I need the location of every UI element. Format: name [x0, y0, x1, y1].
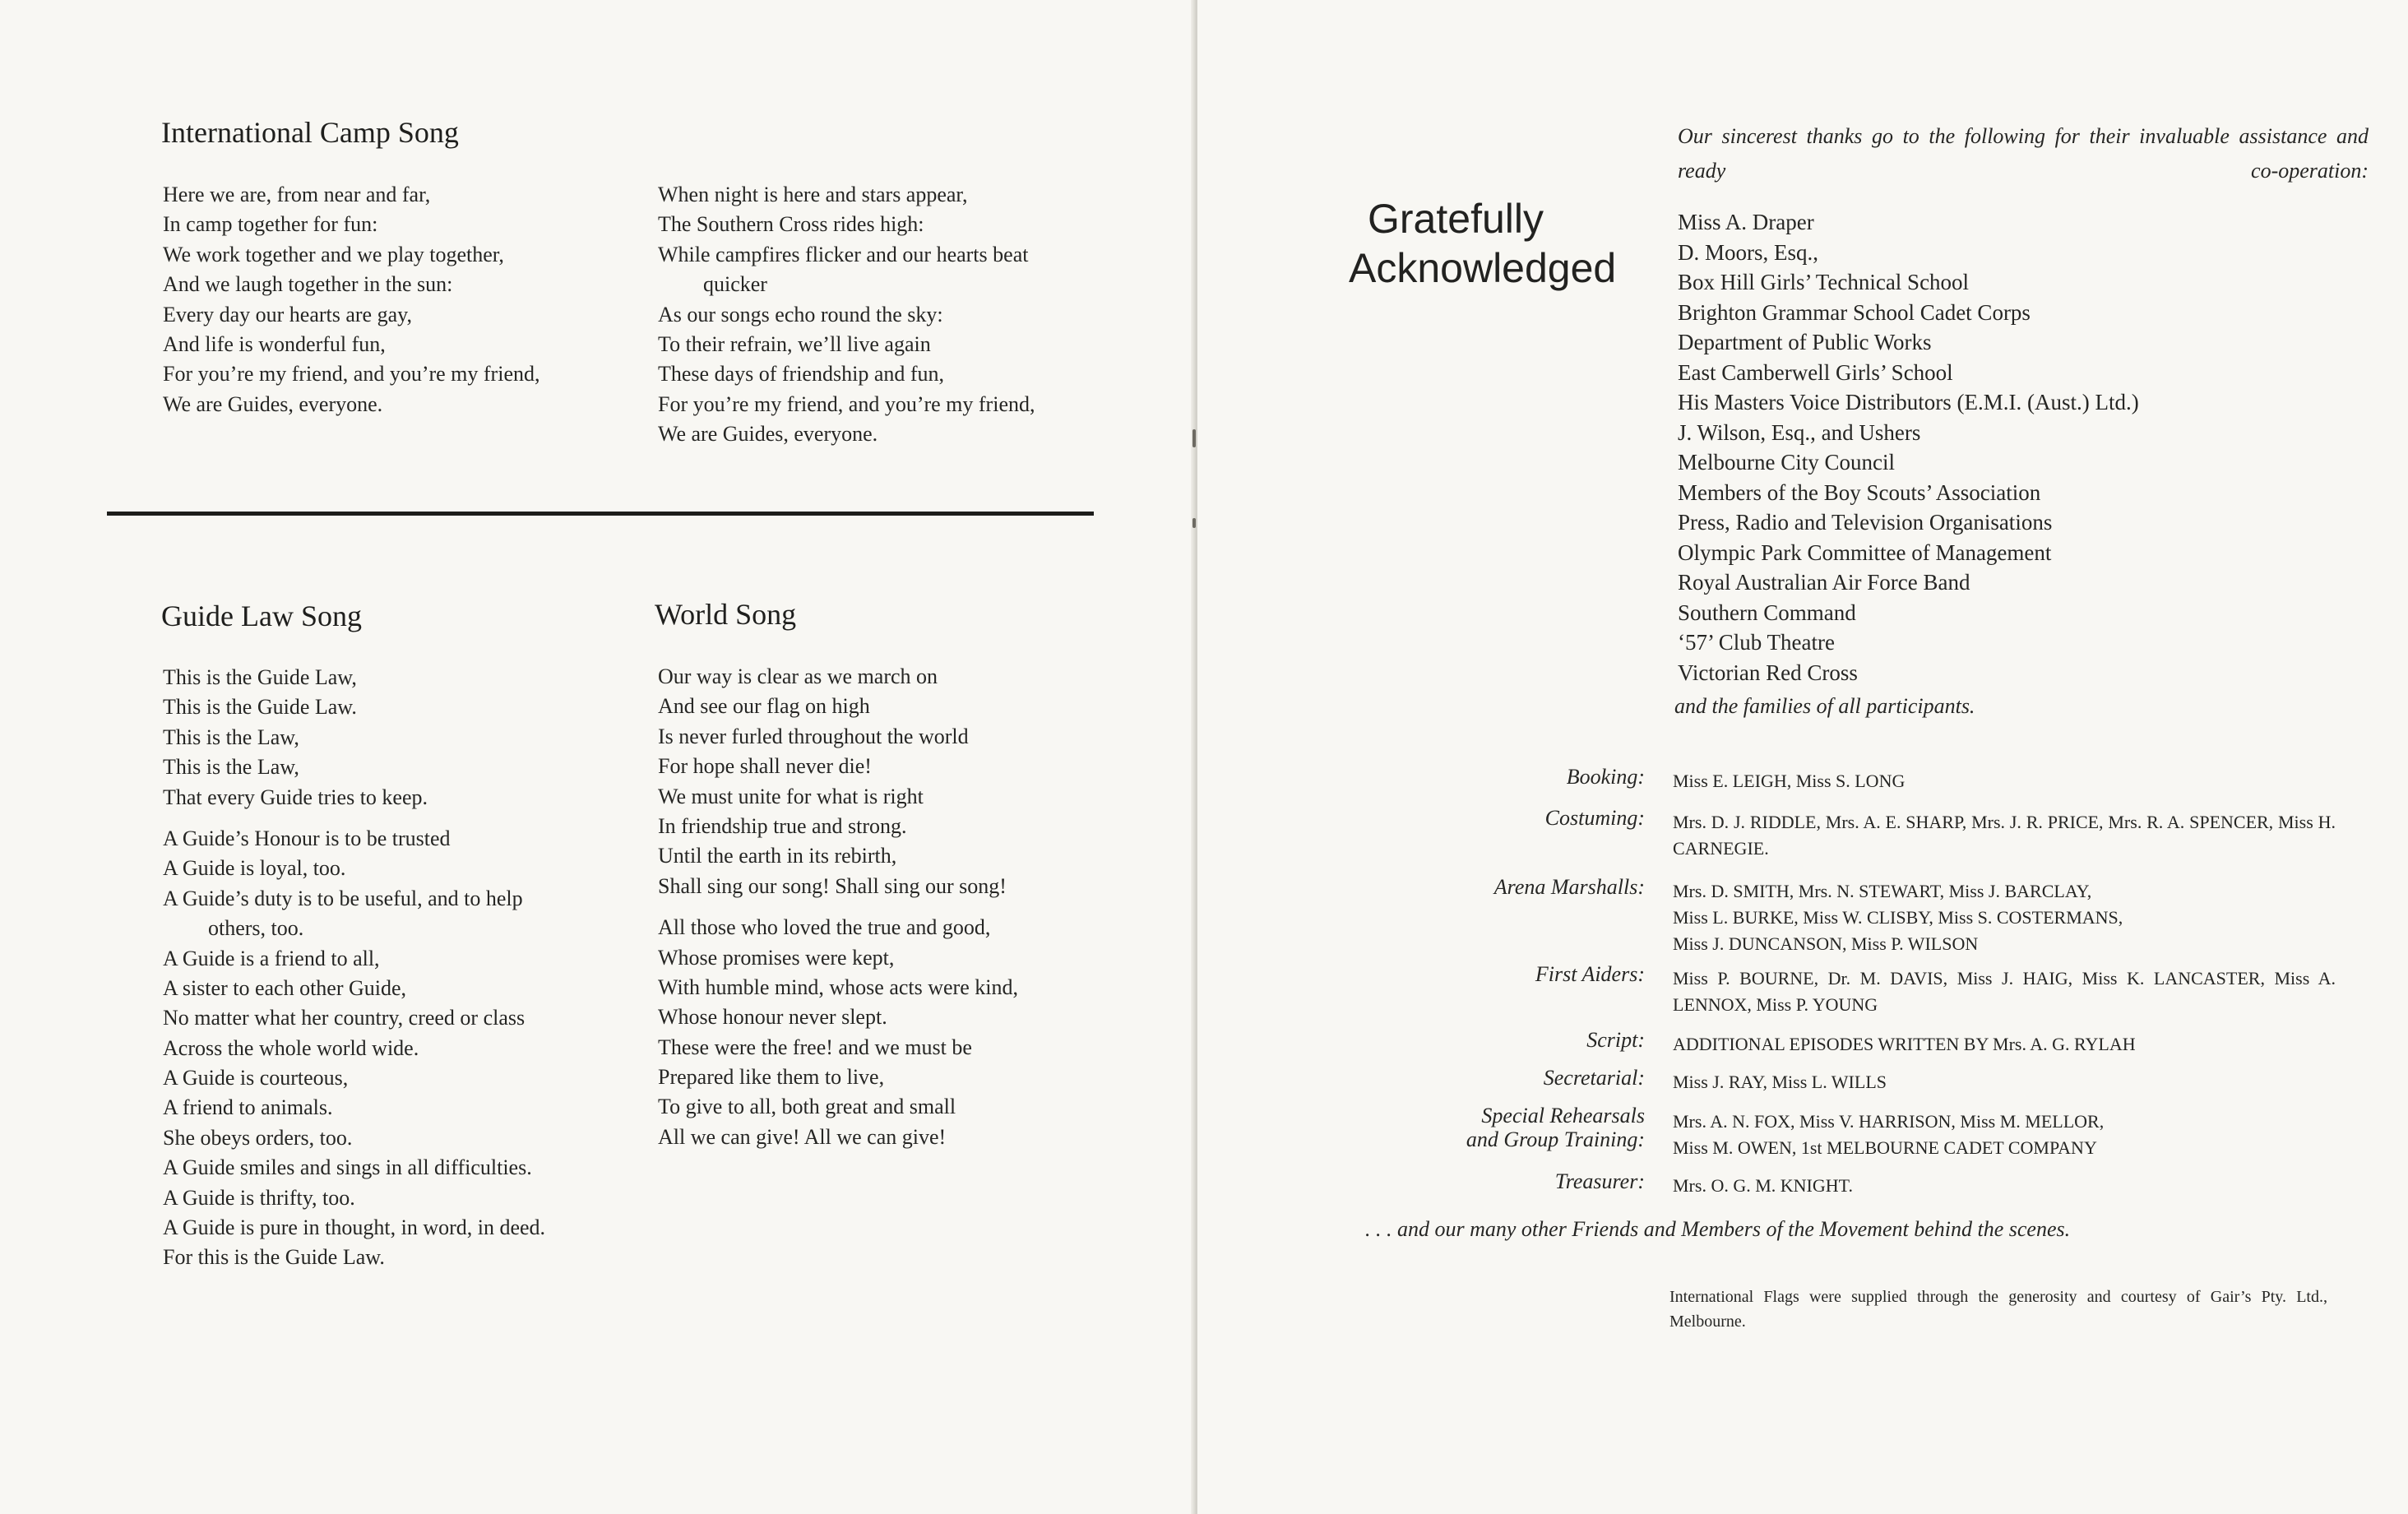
credit-names-line: Miss L. BURKE, Miss W. CLISBY, Miss S. COSTERMANS,	[1673, 907, 2123, 928]
lyric-line: For hope shall never die!	[658, 754, 872, 779]
thanks-item: Olympic Park Committee of Management	[1678, 539, 2052, 565]
thanks-item: ‘57’ Club Theatre	[1678, 630, 1835, 655]
lyric-line: A Guide is loyal, too.	[163, 856, 346, 881]
credit-role: Booking:	[1566, 765, 1645, 789]
lyric-line: A sister to each other Guide,	[163, 975, 407, 1000]
thanks-item: Brighton Grammar School Cadet Corps	[1678, 299, 2031, 325]
thanks-item: Box Hill Girls’ Technical School	[1678, 270, 1970, 294]
credit-role: Arena Marshalls:	[1493, 875, 1645, 899]
staple-mark	[1192, 518, 1196, 528]
thanks-item: Victorian Red Cross	[1678, 660, 1858, 685]
world-song-lyrics	[658, 662, 1018, 1152]
lyric-line: Here we are, from near and far,	[163, 183, 431, 206]
lyric-line: This is the Law,	[163, 725, 299, 749]
lyric-line: And we laugh together in the sun:	[163, 272, 453, 297]
thanks-item: D. Moors, Esq.,	[1678, 239, 1819, 265]
lyric-line: Is never furled throughout the world	[658, 724, 969, 748]
credit-names: ADDITIONAL EPISODES WRITTEN BY Mrs. A. G. RYLAH	[1673, 1034, 2136, 1054]
lyric-line: A friend to animals.	[163, 1095, 333, 1120]
credit-names	[1673, 1109, 2336, 1161]
credit-names: Mrs. D. J. RIDDLE, Mrs. A. E. SHARP, Mrs. J. R. PRICE, Mrs. R. A. SPENCER, Miss H. CARNEGIE.	[1673, 812, 2336, 859]
world-song-title: World Song	[655, 598, 797, 631]
lyric-line: Shall sing our song! Shall sing our song!	[658, 873, 1007, 898]
credit-names: Mrs. O. G. M. KNIGHT.	[1673, 1175, 1853, 1196]
lyric-line: A Guide is courteous,	[163, 1066, 349, 1090]
lyric-line: This is the Guide Law,	[163, 665, 357, 689]
thanks-closing: and the families of all participants.	[1674, 694, 1975, 718]
lyric-line: We are Guides, everyone.	[658, 422, 878, 447]
credit-names-line: Mrs. D. SMITH, Mrs. N. STEWART, Miss J. BARCLAY,	[1673, 881, 2092, 901]
lyric-line: We must unite for what is right	[658, 784, 924, 808]
credit-role: Costuming:	[1544, 806, 1645, 830]
lyric-line: Prepared like them to live,	[658, 1065, 885, 1090]
lyric-line: To give to all, both great and small	[658, 1095, 956, 1119]
lyric-line: To their refrain, we’ll live again	[658, 331, 931, 356]
lyric-line: Until the earth in its rebirth,	[658, 844, 897, 868]
credit-names	[1673, 878, 2336, 957]
lyric-line: No matter what her country, creed or class	[163, 1006, 526, 1030]
lyric-line: That every Guide tries to keep.	[163, 785, 428, 809]
lyric-line: A Guide’s Honour is to be trusted	[163, 826, 451, 850]
lyric-line: A Guide is thrifty, too.	[163, 1185, 355, 1210]
lyric-line: For you’re my friend, and you’re my friend,	[658, 391, 1035, 416]
lyric-line: Whose promises were kept,	[658, 945, 895, 970]
lyric-line: A Guide’s duty is to be useful, and to help	[163, 886, 523, 910]
lyric-line: A Guide smiles and sings in all difficulties.	[163, 1155, 532, 1180]
credit-names: Miss P. BOURNE, Dr. M. DAVIS, Miss J. HAIG, Miss K. LANCASTER, Miss A. LENNOX, Miss P. YOUNG	[1673, 968, 2336, 1015]
other-friends-note: . . . and our many other Friends and Members of the Movement behind the scenes.	[1365, 1217, 2071, 1241]
lyric-line: others, too.	[208, 916, 304, 941]
lyric-line: In friendship true and strong.	[658, 813, 907, 838]
thanks-item: Royal Australian Air Force Band	[1678, 570, 1970, 595]
lyric-line: Our way is clear as we march on	[658, 664, 938, 688]
credit-role: First Aiders:	[1535, 962, 1645, 986]
acknowledgements-heading	[1349, 194, 1617, 293]
thanks-item: J. Wilson, Esq., and Ushers	[1678, 419, 1921, 445]
credit-role-line: Special Rehearsals	[1481, 1104, 1645, 1127]
thanks-item: Press, Radio and Television Organisations	[1678, 510, 2053, 535]
lyric-line: As our songs echo round the sky:	[658, 302, 943, 326]
lyric-line: And life is wonderful fun,	[163, 331, 386, 356]
lyric-line: All we can give! All we can give!	[658, 1124, 947, 1149]
lyric-line: This is the Law,	[163, 755, 299, 780]
left-page	[0, 0, 1194, 1514]
lyric-line: For you’re my friend, and you’re my friend,	[163, 362, 540, 387]
lyric-line: And see our flag on high	[658, 694, 870, 719]
credit-role-line: and Group Training:	[1466, 1127, 1645, 1151]
credit-role	[1332, 1104, 1645, 1151]
credit-names-line: Miss J. DUNCANSON, Miss P. WILSON	[1673, 933, 1979, 954]
section-divider	[107, 512, 1094, 516]
lyric-line: These days of friendship and fun,	[658, 362, 945, 387]
thanks-item: Members of the Boy Scouts’ Association	[1678, 479, 2041, 505]
credit-names-line: Mrs. A. N. FOX, Miss V. HARRISON, Miss M. MELLOR,	[1673, 1111, 2105, 1132]
heading-line: Acknowledged	[1349, 245, 1617, 291]
lyric-line: We are Guides, everyone.	[163, 391, 383, 416]
lyric-line: She obeys orders, too.	[163, 1125, 353, 1150]
lyric-line: We work together and we play together,	[163, 242, 504, 266]
credit-role: Secretarial:	[1543, 1066, 1645, 1090]
thanks-item: East Camberwell Girls’ School	[1678, 359, 1953, 385]
lyric-line: Every day our hearts are gay,	[163, 302, 412, 326]
thanks-item: Department of Public Works	[1678, 330, 1932, 354]
credit-names: Miss J. RAY, Miss L. WILLS	[1673, 1072, 1887, 1092]
lyric-line: quicker	[703, 272, 767, 297]
thanks-item: His Masters Voice Distributors (E.M.I. (Aust.) Ltd.)	[1678, 390, 2139, 414]
credit-names-line: Miss M. OWEN, 1st MELBOURNE CADET COMPANY	[1673, 1137, 2097, 1158]
international-camp-song-verse-1	[163, 180, 539, 419]
thanks-item: Miss A. Draper	[1678, 210, 1814, 234]
thanks-list	[1678, 207, 2139, 688]
lyric-line: All those who loved the true and good,	[658, 915, 991, 940]
lyric-line: A Guide is pure in thought, in word, in deed.	[163, 1215, 546, 1240]
guide-law-song-lyrics	[163, 663, 545, 1273]
lyric-line: With humble mind, whose acts were kind,	[658, 975, 1018, 999]
lyric-line: Whose honour never slept.	[658, 1005, 887, 1030]
international-camp-song-title: International Camp Song	[161, 116, 459, 149]
lyric-line: A Guide is a friend to all,	[163, 946, 380, 970]
credit-role: Treasurer:	[1554, 1169, 1645, 1193]
acknowledgement-intro: Our sincerest thanks go to the following for their invaluable assistance and ready co-operation:	[1678, 124, 2369, 183]
credit-role: Script:	[1586, 1028, 1645, 1052]
lyric-line: These were the free! and we must be	[658, 1035, 972, 1059]
lyric-line: In camp together for fun:	[163, 212, 378, 237]
lyric-line: While campfires flicker and our hearts beat	[658, 242, 1029, 266]
thanks-item: Melbourne City Council	[1678, 450, 1895, 475]
lyric-line: This is the Guide Law.	[163, 695, 357, 720]
lyric-line: The Southern Cross rides high:	[658, 212, 924, 237]
guide-law-song-title: Guide Law Song	[161, 600, 362, 632]
international-camp-song-verse-2	[658, 180, 1035, 450]
lyric-line: Across the whole world wide.	[163, 1035, 419, 1060]
staple-mark	[1192, 429, 1196, 447]
credit-names: Miss E. LEIGH, Miss S. LONG	[1673, 771, 1906, 791]
heading-line: Gratefully	[1368, 196, 1544, 242]
lyric-line: For this is the Guide Law.	[163, 1245, 385, 1270]
thanks-item: Southern Command	[1678, 600, 1856, 625]
lyric-line: When night is here and stars appear,	[658, 183, 968, 206]
flags-credit-note: International Flags were supplied through the generosity and courtesy of Gair’s Pty. Ltd., Melbourne.	[1669, 1288, 2327, 1331]
